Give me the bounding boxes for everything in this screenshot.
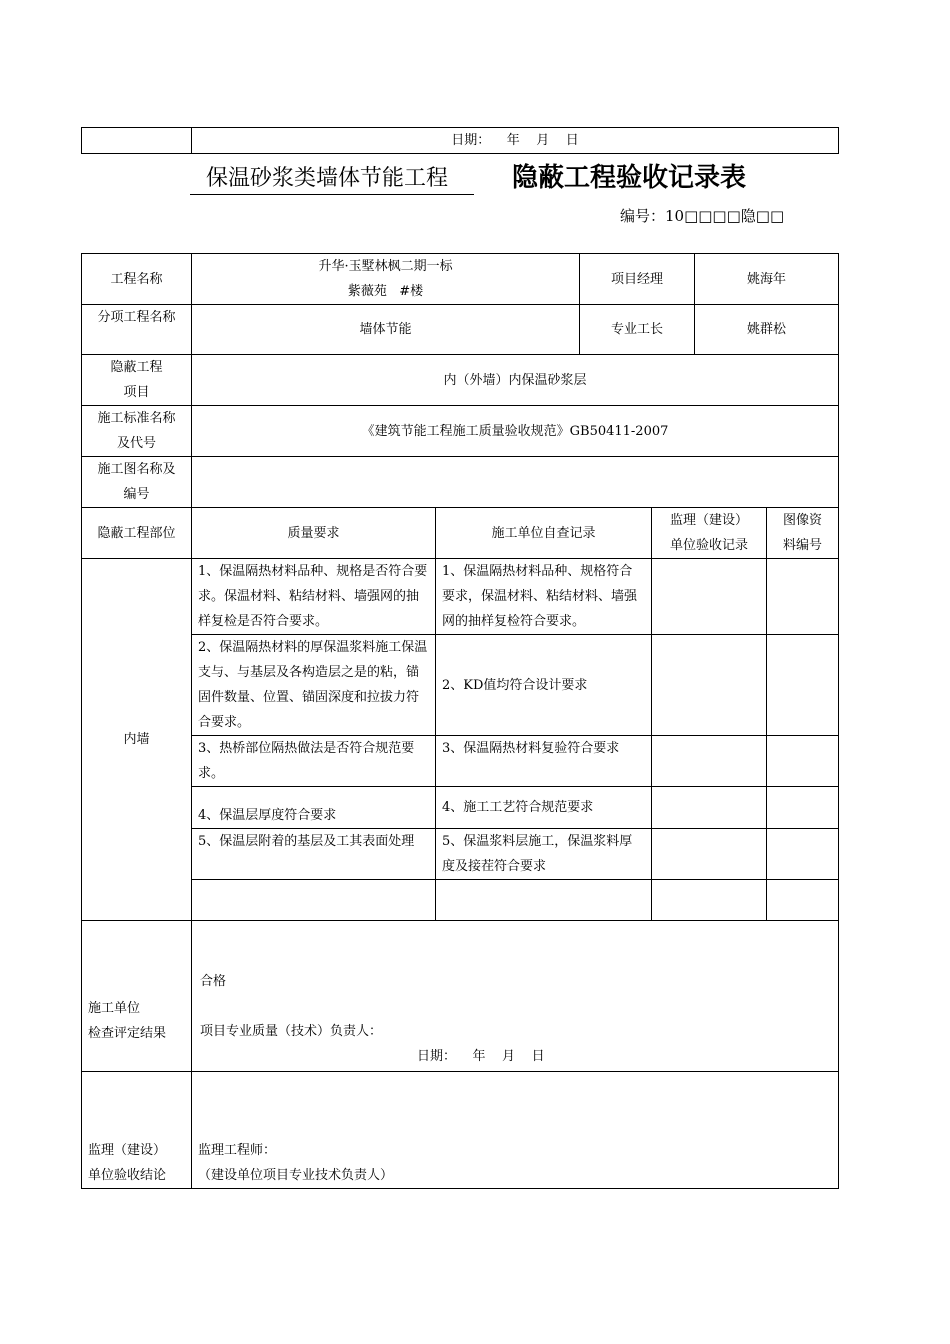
construction-result-value: 合格 bbox=[200, 974, 227, 989]
header-supervision bbox=[652, 508, 767, 559]
hidden-item-label bbox=[82, 355, 192, 406]
header-supervision-line1: 监理（建设） bbox=[670, 513, 749, 528]
foreman-value: 姚群松 bbox=[695, 305, 839, 355]
title-right: 隐蔽工程验收记录表 bbox=[512, 163, 747, 193]
supervision-row-3 bbox=[652, 736, 767, 787]
supervision-result-label-line1: 监理（建设） bbox=[88, 1143, 167, 1158]
title-left: 保温砂浆类墙体节能工程 bbox=[190, 164, 474, 195]
top-date: 日期： 年 月 日 bbox=[192, 128, 839, 154]
quality-row-4: 4、保温层厚度符合要求 bbox=[192, 787, 436, 829]
foreman-label: 专业工长 bbox=[580, 305, 695, 355]
image-row-5 bbox=[767, 829, 839, 880]
manager-value: 姚海年 bbox=[695, 254, 839, 305]
supervision-engineer: 监理工程师： bbox=[198, 1143, 277, 1158]
standard-label-line1: 施工标准名称 bbox=[97, 411, 176, 426]
construction-result-body bbox=[192, 921, 839, 1072]
image-row-4 bbox=[767, 787, 839, 829]
image-row-6-empty bbox=[767, 880, 839, 921]
quality-row-1: 1、保温隔热材料品种、规格是否符合要求。保温材料、粘结材料、墙强网的抽样复检是否符合要求。 bbox=[192, 559, 436, 635]
construction-result-date: 日期： 年 月 日 bbox=[417, 1049, 545, 1064]
hidden-item-label-line1: 隐蔽工程 bbox=[110, 360, 163, 375]
quality-row-5: 5、保温层附着的基层及工其表面处理 bbox=[192, 829, 436, 880]
part-value: 内墙 bbox=[82, 559, 192, 921]
project-name-label: 工程名称 bbox=[82, 254, 192, 305]
quality-row-2: 2、保温隔热材料的厚保温浆料施工保温支与、与基层及各构造层之是的粘，锚固件数量、位置、锚固深度和拉拔力符合要求。 bbox=[192, 635, 436, 736]
check-row-6-empty bbox=[436, 880, 652, 921]
top-date-table bbox=[81, 127, 839, 154]
header-part: 隐蔽工程部位 bbox=[82, 508, 192, 559]
drawing-label-line2: 编号 bbox=[123, 487, 150, 502]
header-image bbox=[767, 508, 839, 559]
check-row-1: 1、保温隔热材料品种、规格符合要求，保温材料、粘结材料、墙强网的抽样复检符合要求。 bbox=[436, 559, 652, 635]
project-name-line2: 紫薇苑 #楼 bbox=[347, 284, 424, 299]
construction-result-label-line2: 检查评定结果 bbox=[88, 1026, 167, 1041]
construction-result-label-line1: 施工单位 bbox=[88, 1001, 141, 1016]
hidden-item-label-line2: 项目 bbox=[123, 385, 150, 400]
construction-result-label bbox=[82, 921, 192, 1072]
standard-label bbox=[82, 406, 192, 457]
supervision-result-label-line2: 单位验收结论 bbox=[88, 1168, 167, 1183]
header-self-check: 施工单位自查记录 bbox=[436, 508, 652, 559]
form-code: 编号：10□□□□隐□□ bbox=[620, 207, 785, 225]
supervision-row-4 bbox=[652, 787, 767, 829]
header-quality: 质量要求 bbox=[192, 508, 436, 559]
check-row-2: 2、KD值均符合设计要求 bbox=[436, 635, 652, 736]
main-table bbox=[81, 253, 839, 1189]
image-row-1 bbox=[767, 559, 839, 635]
manager-label: 项目经理 bbox=[580, 254, 695, 305]
standard-label-line2: 及代号 bbox=[116, 436, 156, 451]
form-title bbox=[190, 160, 810, 200]
project-name-value bbox=[192, 254, 580, 305]
drawing-value bbox=[192, 457, 839, 508]
check-row-3: 3、保温隔热材料复验符合要求 bbox=[436, 736, 652, 787]
top-date-blank-cell bbox=[82, 128, 192, 154]
header-image-line2: 料编号 bbox=[783, 538, 823, 553]
supervision-result-label bbox=[82, 1072, 192, 1189]
construction-result-responsible: 项目专业质量（技术）负责人： bbox=[200, 1024, 383, 1039]
supervision-result-body bbox=[192, 1072, 839, 1189]
image-row-3 bbox=[767, 736, 839, 787]
project-name-line1: 升华·玉墅林枫二期一标 bbox=[318, 259, 453, 274]
supervision-note: （建设单位项目专业技术负责人） bbox=[198, 1168, 394, 1183]
check-row-4: 4、施工工艺符合规范要求 bbox=[436, 787, 652, 829]
supervision-row-5 bbox=[652, 829, 767, 880]
header-supervision-line2: 单位验收记录 bbox=[670, 538, 749, 553]
header-image-line1: 图像资 bbox=[783, 513, 823, 528]
check-row-5: 5、保温浆料层施工，保温浆料厚度及接茬符合要求 bbox=[436, 829, 652, 880]
standard-value: 《建筑节能工程施工质量验收规范》GB50411-2007 bbox=[192, 406, 839, 457]
supervision-row-2 bbox=[652, 635, 767, 736]
sub-project-label: 分项工程名称 bbox=[82, 305, 192, 355]
supervision-row-6-empty bbox=[652, 880, 767, 921]
drawing-label bbox=[82, 457, 192, 508]
quality-row-3: 3、热桥部位隔热做法是否符合规范要求。 bbox=[192, 736, 436, 787]
hidden-item-value: 内（外墙）内保温砂浆层 bbox=[192, 355, 839, 406]
drawing-label-line1: 施工图名称及 bbox=[97, 462, 176, 477]
quality-row-6-empty bbox=[192, 880, 436, 921]
supervision-row-1 bbox=[652, 559, 767, 635]
image-row-2 bbox=[767, 635, 839, 736]
sub-project-value: 墙体节能 bbox=[192, 305, 580, 355]
